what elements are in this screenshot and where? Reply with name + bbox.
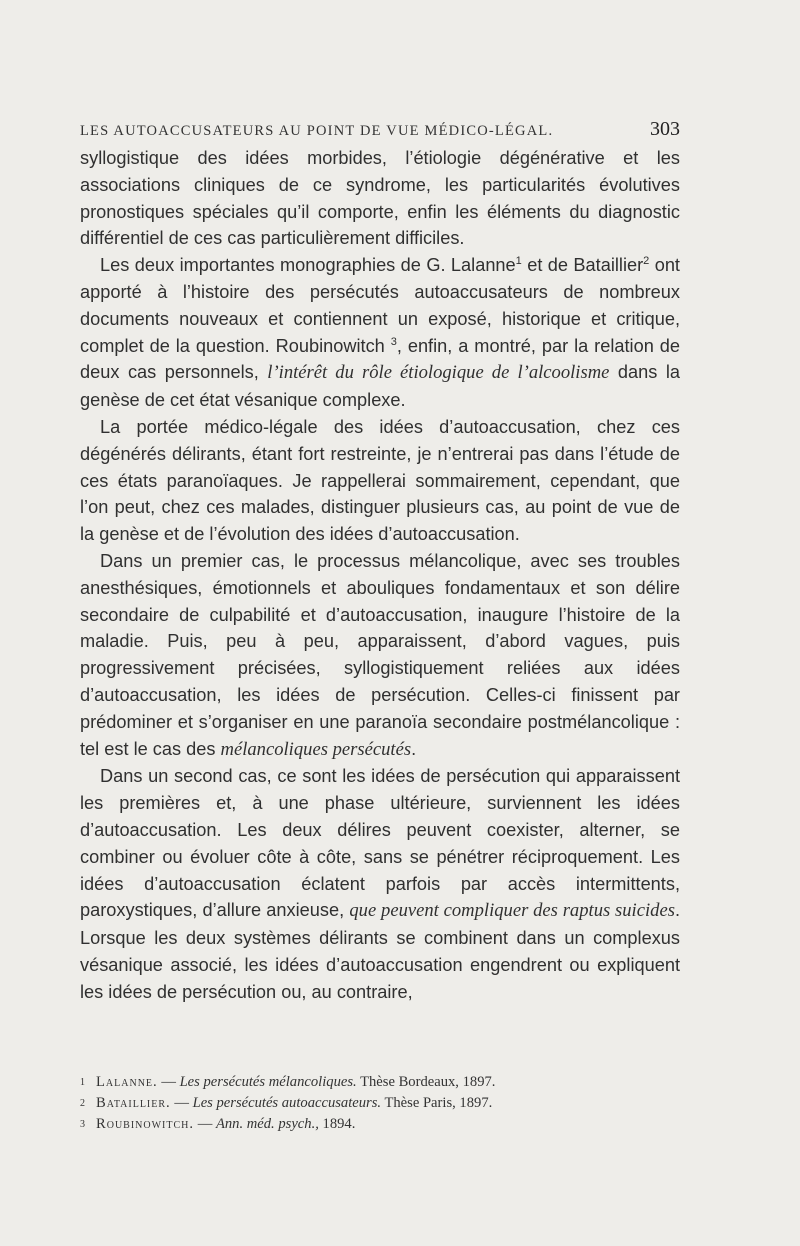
main-text [80,145,680,1006]
footnote-mark: 2 [80,1098,85,1109]
footnote-author: Bataillier. [96,1095,171,1111]
footnote-author: Lalanne. [96,1074,158,1090]
footnote-title: Ann. méd. psych., [215,1116,319,1132]
footnote-ref[interactable]: 3 [390,335,397,348]
footnote-title: Les persécutés mélancoliques. [179,1074,357,1090]
footnote-mark: 1 [80,1077,85,1088]
paragraph: syllogistique des idées morbides, l’étiologie dégénérative et les associations cliniques de ce syndrome, les particularités évolutives pronostiques spéciales qu’il comporte, enfin les éléments du diagnostic différentiel de ces cas particulièrement difficiles. [80,148,680,249]
footnote-mark: 3 [80,1119,85,1130]
running-header [80,118,680,141]
emphasis: mélancoliques persécutés [220,738,412,760]
page-number: 303 [650,118,680,140]
footnotes [80,1072,680,1135]
footnote-ref[interactable]: 2 [643,255,650,268]
emphasis: l’intérêt du rôle étiologique de l’alcoolisme [267,362,610,384]
paragraph: Dans un premier cas, le processus mélancolique, avec ses troubles anesthésiques, émotionnels et abouliques fondamentaux et son délire secondaire de culpabilité et d’autoaccusation, inaugure l’histoire de la maladie. Puis, peu à peu, apparaissent, d’abord vagues, puis progressivement précisées, syllogistiquement reliées aux idées d’autoaccusation, les idées de persécution. Celles-ci finissent par prédominer et s’organiser en une paranoïa secondaire postmélancolique : tel est le cas des mélancoliques persécutés. [80,550,680,760]
footnote-ref[interactable]: 1 [515,255,522,268]
paragraph: La portée médico-légale des idées d’autoaccusation, chez ces dégénérés délirants, étant fort restreinte, je n’entrerai pas dans l’étude de ces états paranoïaques. Je rappellerai sommairement, cependant, que l’on peut, chez ces malades, distinguer plusieurs cas, au point de vue de la genèse et de l’évolution des idées d’autoaccusation. [80,416,680,545]
footnote-author: Roubinowitch. [96,1116,195,1132]
footnote: 3 Roubinowitch. — Ann. méd. psych., 1894. [80,1114,680,1135]
running-title: LES AUTOACCUSATEURS AU POINT DE VUE MÉDICO-LÉGAL. [80,123,554,139]
paragraph: Les deux importantes monographies de G. Lalanne$^1$ et de Bataillier$^2$ ont apporté à l’histoire des persécutés autoaccusateurs de nombreux documents nouveaux et contiennent un exposé, historique et critique, complet de la question. Roubinowitch $^3$, enfin, a montré, par la relation de deux cas personnels, l’intérêt du rôle étiologique de l’alcoolisme dans la genèse de cet état vésanique complexe. [80,255,680,411]
footnote: 2 Bataillier. — Les persécutés autoaccusateurs. Thèse Paris, 1897. [80,1093,680,1114]
footnote-title: Les persécutés autoaccusateurs. [192,1095,382,1111]
footnote: 1 Lalanne. — Les persécutés mélancoliques. Thèse Bordeaux, 1897. [80,1072,680,1093]
paragraph: Dans un second cas, ce sont les idées de persécution qui apparaissent les premières et, à une phase ultérieure, surviennent les idées d’autoaccusation. Les deux délires peuvent coexister, alterner, se combiner ou évoluer côte à côte, sans se pénétrer réciproquement. Les idées d’autoaccusation éclatent parfois par accès intermittents, paroxystiques, d’allure anxieuse, que peuvent compliquer des raptus suicides. Lorsque les deux systèmes délirants se combinent dans un complexus vésanique associé, les idées d’autoaccusation engendrent ou expliquent les idées de persécution ou, au contraire, [80,766,680,1002]
emphasis: que peuvent compliquer des raptus suicides [349,900,675,922]
